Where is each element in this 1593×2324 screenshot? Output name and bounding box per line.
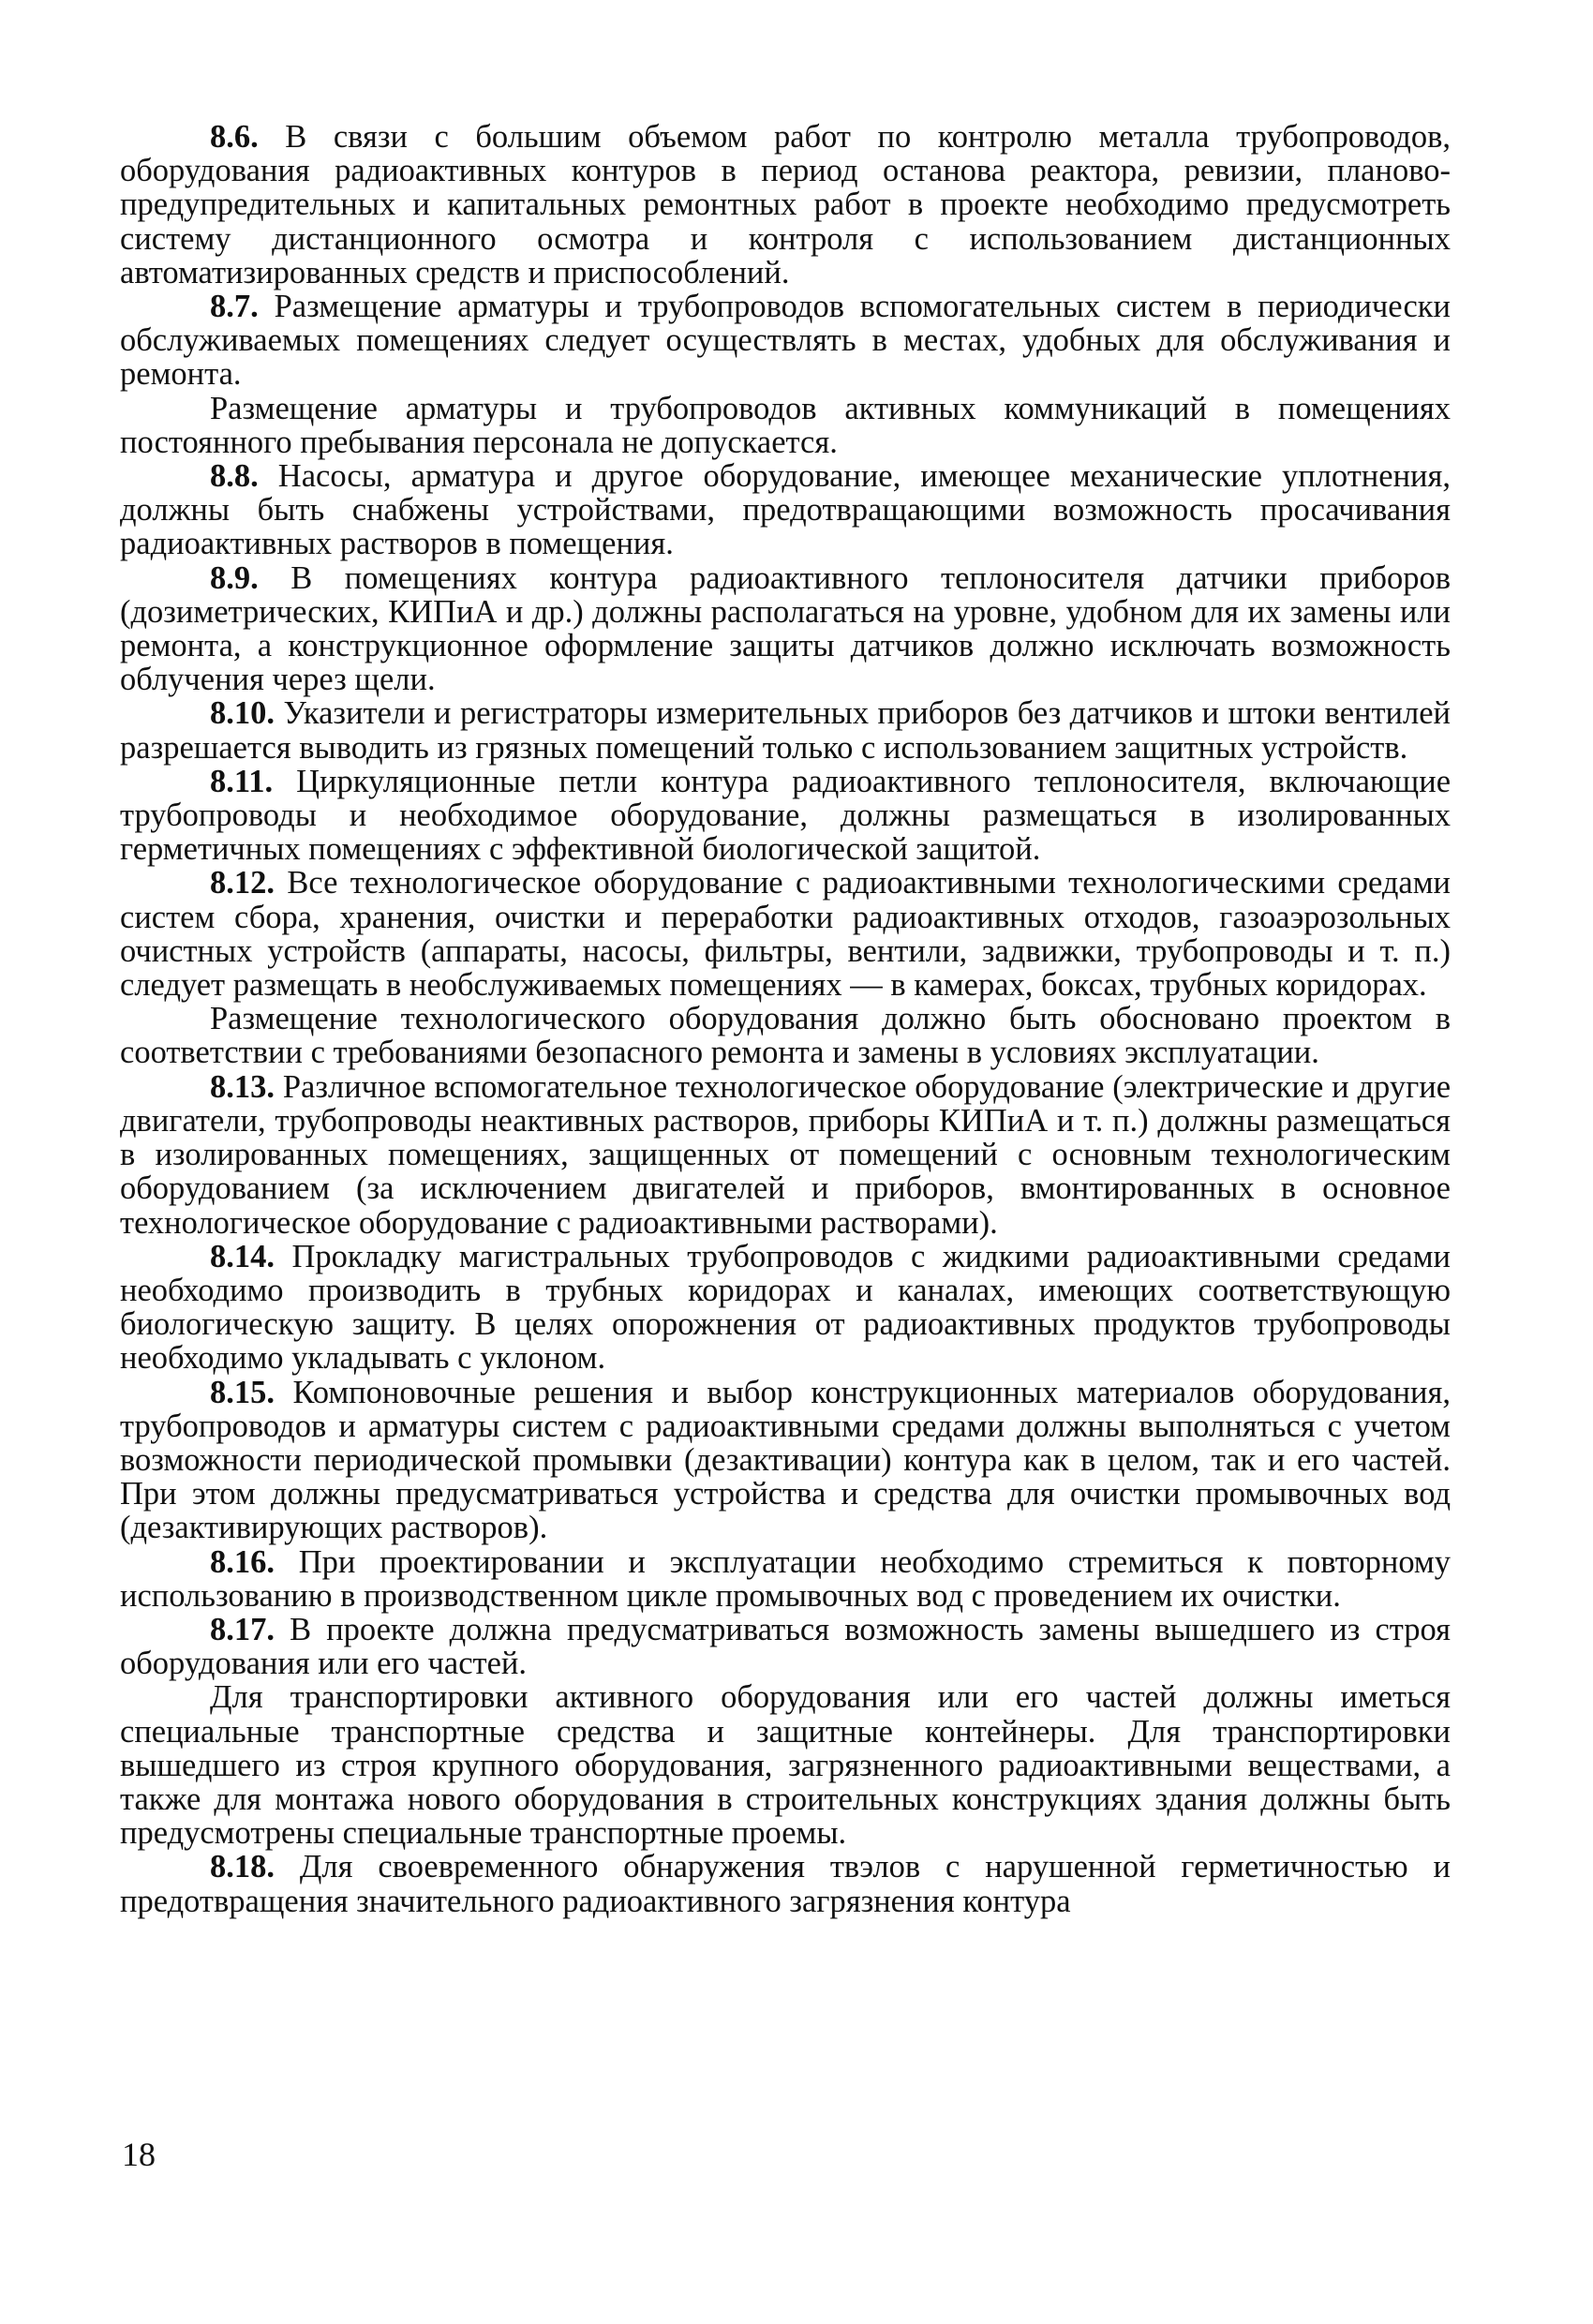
paragraph-number: 8.13. [210, 1068, 275, 1105]
paragraph-8-10 [120, 696, 1451, 764]
paragraph-8-7-cont [120, 392, 1451, 459]
paragraph-text: Насосы, арматура и другое оборудование, имеющее механические уплотнения, должны быть снабжены устройствами, предотвращающими возможность просачивания радиоактивных растворов в помещения. [120, 458, 1451, 562]
paragraph-8-7 [120, 290, 1451, 392]
paragraph-8-12 [120, 866, 1451, 1002]
paragraph-number: 8.9. [210, 559, 259, 596]
page-number: 18 [122, 2136, 156, 2173]
paragraph-text: Указители и регистраторы измерительных приборов без датчиков и штоки вентилей разрешается выводить из грязных помещений только с использованием защитных устройств. [120, 695, 1451, 766]
paragraph-text: Все технологическое оборудование с радиоактивными технологическими средами систем сбора, хранения, очистки и переработки радиоактивных отходов, газоаэрозольных очистных устройств (аппараты, насосы, фильтры, вентили, задвижки, трубопроводы и т. п.) следует размещать в необслуживаемых помещениях — в камерах, боксах, трубных коридорах. [120, 865, 1452, 1004]
paragraph-8-14 [120, 1240, 1451, 1376]
paragraph-number: 8.8. [210, 458, 259, 495]
paragraph-text: Различное вспомогательное технологическое оборудование (электрические и другие двигатели, трубопроводы неактивных растворов, приборы КИПиА и т. п.) должны размещаться в изолированных помещениях, защищенных от помещений с основным технологическим оборудованием (за исключением двигателей и приборов, вмонтированных в основное технологическое оборудование с радиоактивными растворами). [120, 1068, 1452, 1241]
paragraph-number: 8.6. [210, 119, 259, 155]
paragraph-8-16 [120, 1545, 1451, 1613]
paragraph-text: Размещение технологического оборудования должно быть обосновано проектом в соответствии с требованиями безопасного ремонта и замены в условиях эксплуатации. [120, 1001, 1451, 1071]
paragraph-text: В проекте должна предусматриваться возможность замены вышедшего из строя оборудования или его частей. [120, 1611, 1451, 1682]
paragraph-number: 8.11. [210, 763, 274, 799]
paragraph-8-8 [120, 459, 1451, 561]
paragraph-text: Для своевременного обнаружения твэлов с нарушенной герметичностью и предотвращения значительного радиоактивного загрязнения контура [120, 1849, 1451, 1919]
paragraph-8-18 [120, 1850, 1451, 1917]
paragraph-text: В помещениях контура радиоактивного теплоносителя датчики приборов (дозиметрических, КИПиА и др.) должны располагаться на уровне, удобном для их замены или ремонта, а конструкционное оформление защиты датчиков должно исключать возможность облучения через щели. [120, 559, 1452, 698]
paragraph-8-17 [120, 1613, 1451, 1680]
paragraph-8-15 [120, 1376, 1451, 1545]
paragraph-number: 8.15. [210, 1374, 275, 1410]
paragraph-text: В связи с большим объемом работ по контролю металла трубопроводов, оборудования радиоактивных контуров в период останова реактора, ревизии, планово-предупредительных и капитальных ремонтных работ в проекте необходимо предусмотреть систему дистанционного осмотра и контроля с использованием дистанционных автоматизированных средств и приспособлений. [120, 119, 1451, 290]
paragraph-number: 8.17. [210, 1611, 275, 1647]
paragraph-8-12-cont [120, 1002, 1451, 1069]
paragraph-number: 8.16. [210, 1543, 275, 1580]
paragraph-8-6 [120, 120, 1451, 290]
paragraph-number: 8.14. [210, 1238, 275, 1274]
paragraph-8-11 [120, 765, 1451, 867]
paragraph-text: Компоновочные решения и выбор конструкционных материалов оборудования, трубопроводов и арматуры систем с радиоактивными средами должны выполняться с учетом возможности периодической промывки (дезактивации) контура как в целом, так и его частей. При этом должны предусматриваться устройства и средства для очистки промывочных вод (дезактивирующих растворов). [120, 1374, 1451, 1546]
paragraph-text: Циркуляционные петли контура радиоактивного теплоносителя, включающие трубопроводы и необходимое оборудование, должны размещаться в изолированных герметичных помещениях с эффективной биологической защитой. [120, 763, 1452, 868]
paragraph-8-17-cont [120, 1680, 1451, 1850]
paragraph-number: 8.18. [210, 1849, 275, 1885]
paragraph-text: Размещение арматуры и трубопроводов вспомогательных систем в периодически обслуживаемых помещениях следует осуществлять в местах, удобных для обслуживания и ремонта. [120, 289, 1451, 393]
document-page [120, 120, 1451, 1918]
paragraph-number: 8.7. [210, 289, 259, 325]
paragraph-8-9 [120, 561, 1451, 697]
paragraph-number: 8.12. [210, 865, 275, 901]
paragraph-text: При проектировании и эксплуатации необходимо стремиться к повторному использованию в производственном цикле промывочных вод с проведением их очистки. [120, 1543, 1452, 1614]
paragraph-number: 8.10. [210, 695, 275, 732]
paragraph-8-13 [120, 1070, 1451, 1240]
paragraph-text: Для транспортировки активного оборудования или его частей должны иметься специальные транспортные средства и защитные контейнеры. Для транспортировки вышедшего из строя крупного оборудования, загрязненного радиоактивными веществами, а также для монтажа нового оборудования в строительных конструкциях здания должны быть предусмотрены специальные транспортные проемы. [120, 1679, 1451, 1852]
paragraph-text: Размещение арматуры и трубопроводов активных коммуникаций в помещениях постоянного пребывания персонала не допускается. [120, 390, 1451, 460]
paragraph-text: Прокладку магистральных трубопроводов с жидкими радиоактивными средами необходимо производить в трубных коридорах и каналах, имеющих соответствующую биологическую защиту. В целях опорожнения от радиоактивных продуктов трубопроводы необходимо укладывать с уклоном. [120, 1238, 1452, 1377]
